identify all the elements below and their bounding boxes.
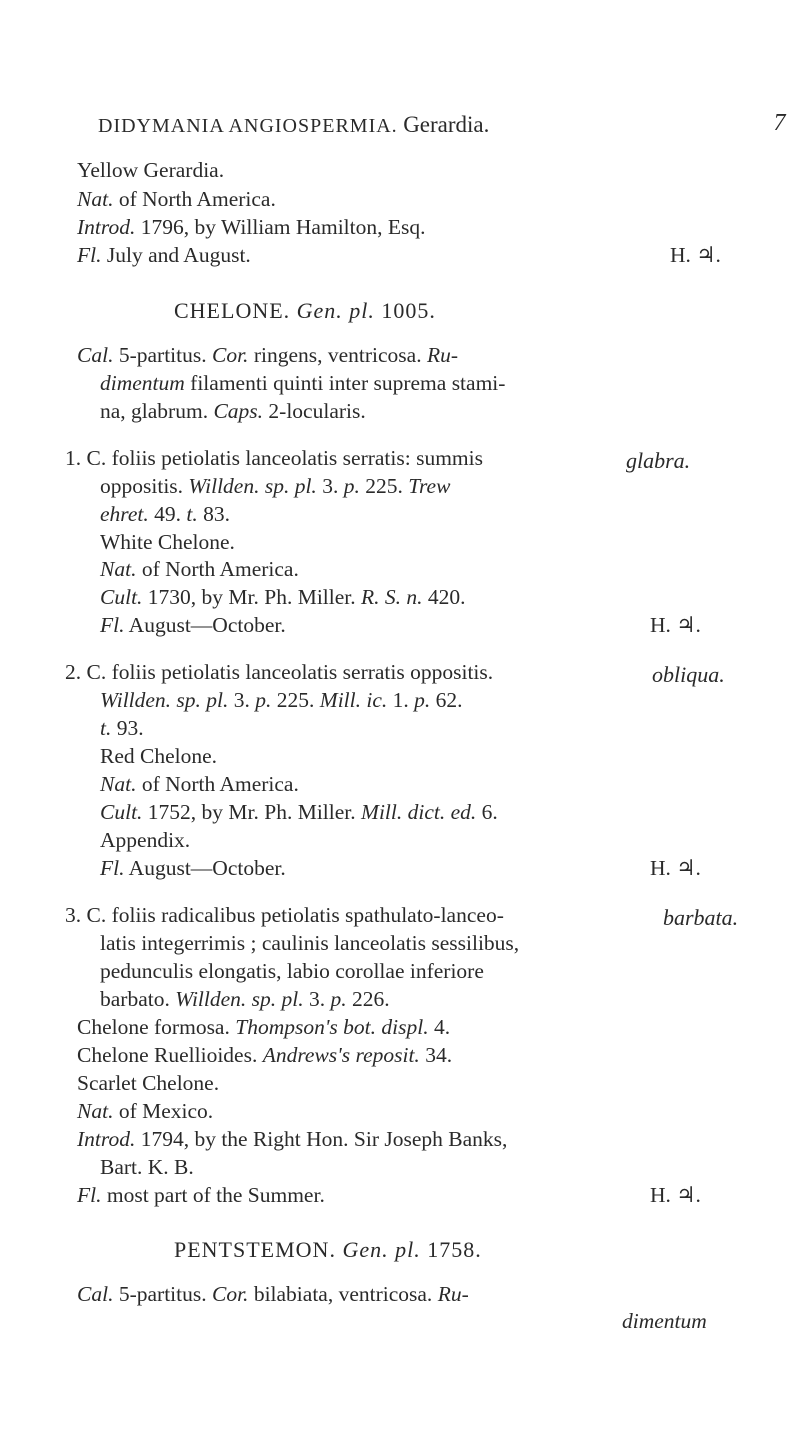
text-line <box>100 933 519 955</box>
text-line <box>77 1101 213 1123</box>
hardiness-mark: H. ♃. <box>650 856 701 880</box>
text-run: 6. <box>476 800 498 824</box>
text-line <box>100 802 498 824</box>
text-line <box>100 373 505 395</box>
italic-text: Nat. <box>100 557 137 581</box>
text-run: August—October. <box>124 856 286 880</box>
text-run: 420. <box>422 585 466 609</box>
text-run: August—October. <box>124 613 286 637</box>
italic-text: Nat. <box>100 772 137 796</box>
species-epithet: obliqua. <box>652 662 725 687</box>
text-line <box>100 774 299 796</box>
text-line <box>77 1017 450 1039</box>
text-run: CHELONE. <box>174 298 297 323</box>
text-run: 1. C. foliis petiolatis lanceolatis serratis: summis <box>65 446 484 470</box>
text-run: 1005. <box>374 298 436 323</box>
text-run: 226. <box>346 987 390 1011</box>
italic-text: t. <box>186 502 198 526</box>
text-run: 3. <box>303 987 331 1011</box>
italic-text: Introd. <box>77 1127 136 1151</box>
text-run: 5-partitus. <box>113 343 212 367</box>
text-line <box>100 532 235 554</box>
italic-text: Thompson's bot. displ. <box>235 1015 429 1039</box>
italic-text: Fl. <box>77 1183 102 1207</box>
text-line <box>65 662 493 684</box>
italic-text: dimentum <box>100 371 185 395</box>
text-line <box>100 989 390 1011</box>
italic-text: Cult. <box>100 585 143 609</box>
text-line <box>65 448 483 470</box>
italic-text: Willden. sp. pl. <box>188 474 317 498</box>
text-line <box>100 615 286 637</box>
italic-text: Mill. dict. ed. <box>361 800 477 824</box>
text-run: 3. <box>316 474 344 498</box>
text-line <box>77 160 224 182</box>
running-title: DIDYMANIA ANGIOSPERMIA. <box>98 115 398 137</box>
hardiness-mark: H. ♃. <box>650 613 701 637</box>
text-run: 1. <box>387 688 415 712</box>
text-run: 1752, by Mr. Ph. Miller. <box>142 800 362 824</box>
text-line <box>77 1129 507 1151</box>
text-run: na, glabrum. <box>100 399 214 423</box>
italic-text: Willden. sp. pl. <box>175 987 304 1011</box>
italic-text: p. <box>414 688 431 712</box>
text-run: of North America. <box>136 557 299 581</box>
italic-text: Caps. <box>213 399 264 423</box>
text-run: 225. <box>359 474 409 498</box>
text-line <box>174 1239 482 1261</box>
text-run: PENTSTEMON. <box>174 1237 343 1262</box>
text-run: Scarlet Chelone. <box>77 1071 220 1095</box>
text-line <box>100 476 450 498</box>
text-line <box>77 1185 325 1207</box>
italic-text: Cal. <box>77 1282 114 1306</box>
text-run: latis integerrimis ; caulinis lanceolatis sessilibus, <box>100 931 520 955</box>
text-run: 83. <box>197 502 230 526</box>
text-line <box>77 217 426 239</box>
text-run: 4. <box>428 1015 451 1039</box>
text-line <box>77 345 458 367</box>
text-run: Red Chelone. <box>100 744 218 768</box>
text-line <box>100 858 286 880</box>
text-run: Chelone Ruellioides. <box>77 1043 263 1067</box>
italic-text: Ru- <box>426 343 459 367</box>
italic-text: Willden. sp. pl. <box>100 688 229 712</box>
text-run: 93. <box>111 716 144 740</box>
text-run: Chelone formosa. <box>77 1015 236 1039</box>
italic-text: Gen. pl. <box>296 298 375 323</box>
italic-text: Trew <box>408 474 451 498</box>
species-epithet: barbata. <box>663 905 739 930</box>
text-line <box>100 559 299 581</box>
italic-text: Nat. <box>77 187 114 211</box>
text-run: 3. <box>228 688 256 712</box>
italic-text: p. <box>343 474 360 498</box>
hardiness-mark: H. ♃. <box>670 243 721 267</box>
text-line <box>77 189 276 211</box>
text-line <box>100 587 466 609</box>
running-header <box>98 110 786 138</box>
italic-text: Cor. <box>211 1282 249 1306</box>
text-line <box>100 690 463 712</box>
italic-text: R. S. n. <box>361 585 423 609</box>
text-run: Yellow Gerardia. <box>77 158 225 182</box>
text-run: White Chelone. <box>100 530 235 554</box>
italic-text: Fl. <box>77 243 102 267</box>
text-line <box>100 504 230 526</box>
italic-text: Cal. <box>77 343 114 367</box>
text-line <box>100 830 190 852</box>
italic-text: Fl. <box>100 613 125 637</box>
text-run: of North America. <box>113 187 276 211</box>
species-epithet: glabra. <box>626 448 691 473</box>
italic-text: dimentum <box>622 1309 707 1333</box>
text-run: of Mexico. <box>113 1099 214 1123</box>
text-run: 49. <box>148 502 187 526</box>
text-run: Bart. K. B. <box>100 1155 194 1179</box>
italic-text: t. <box>100 716 112 740</box>
italic-text: Gen. pl. <box>342 1237 421 1262</box>
text-line <box>622 1311 707 1333</box>
italic-text: Mill. ic. <box>319 688 388 712</box>
text-line <box>100 961 484 983</box>
text-run: 2. C. foliis petiolatis lanceolatis serratis oppositis. <box>65 660 494 684</box>
text-run: 1730, by Mr. Ph. Miller. <box>142 585 362 609</box>
text-line <box>174 300 436 322</box>
text-line <box>77 1073 219 1095</box>
text-run: July and August. <box>101 243 251 267</box>
text-run: filamenti quinti inter suprema stami- <box>184 371 506 395</box>
text-run: barbato. <box>100 987 176 1011</box>
text-run: 62. <box>430 688 463 712</box>
text-line <box>100 401 366 423</box>
italic-text: Nat. <box>77 1099 114 1123</box>
text-run: 1796, by William Hamilton, Esq. <box>135 215 426 239</box>
text-run: bilabiata, ventricosa. <box>248 1282 438 1306</box>
italic-text: Andrews's reposit. <box>262 1043 420 1067</box>
italic-text: p. <box>255 688 272 712</box>
text-run: of North America. <box>136 772 299 796</box>
text-run: ringens, ventricosa. <box>248 343 427 367</box>
text-line <box>77 1284 469 1306</box>
text-line <box>100 1157 194 1179</box>
hardiness-mark: H. ♃. <box>650 1183 701 1207</box>
italic-text: Introd. <box>77 215 136 239</box>
text-run: pedunculis elongatis, labio corollae inferiore <box>100 959 484 983</box>
italic-text: Ru- <box>437 1282 469 1306</box>
header-genus: Gerardia. <box>403 112 490 137</box>
text-line <box>77 245 251 267</box>
italic-text: Fl. <box>100 856 125 880</box>
text-line <box>100 746 217 768</box>
italic-text: ehret. <box>100 502 149 526</box>
italic-text: Cor. <box>211 343 249 367</box>
text-run: 1794, by the Right Hon. Sir Joseph Banks, <box>135 1127 508 1151</box>
text-run: 1758. <box>420 1237 482 1262</box>
text-line <box>77 1045 452 1067</box>
text-run: 34. <box>419 1043 453 1067</box>
text-run: most part of the Summer. <box>101 1183 325 1207</box>
text-run: 3. C. foliis radicalibus petiolatis spathulato-lanceo- <box>65 903 504 927</box>
page-number: 7 <box>773 110 786 136</box>
text-line <box>100 718 144 740</box>
text-line <box>65 905 504 927</box>
text-run: Appendix. <box>100 828 191 852</box>
text-run: 2-locularis. <box>263 399 366 423</box>
text-run: 5-partitus. <box>113 1282 212 1306</box>
text-run: 225. <box>271 688 320 712</box>
italic-text: p. <box>330 987 347 1011</box>
text-run: oppositis. <box>100 474 189 498</box>
italic-text: Cult. <box>100 800 143 824</box>
